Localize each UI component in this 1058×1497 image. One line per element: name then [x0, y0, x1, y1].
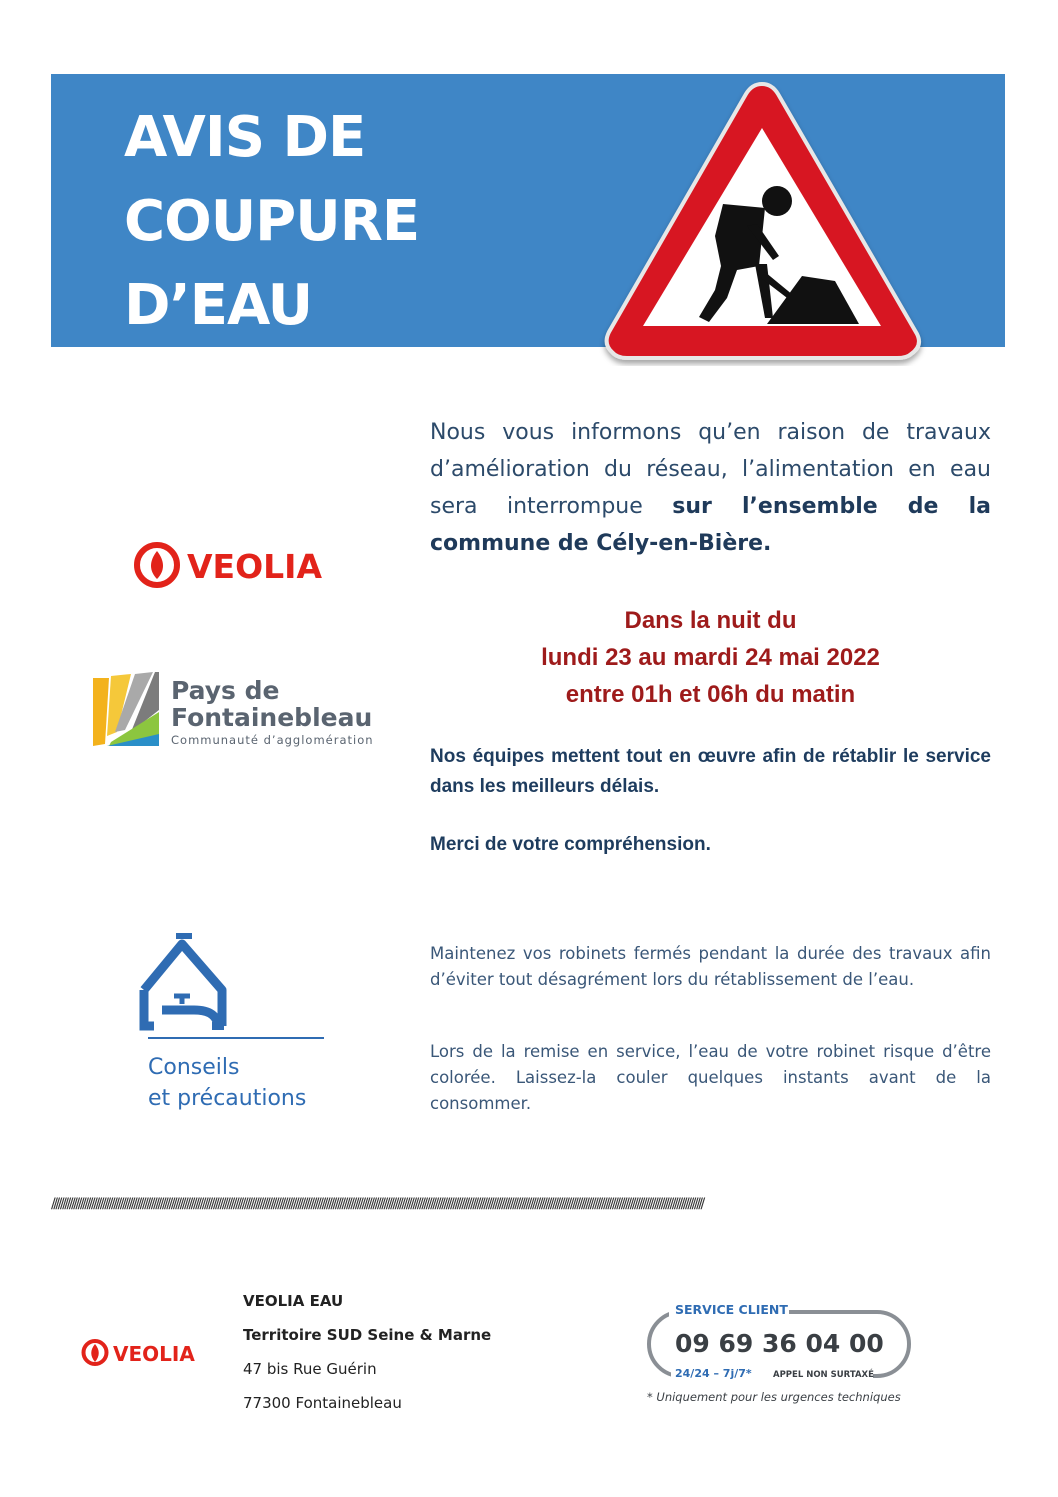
service-client-label: SERVICE CLIENT — [675, 1302, 788, 1317]
veolia-logo — [132, 537, 337, 593]
title-line-1: AVIS DE — [124, 105, 366, 170]
company-name: VEOLIA EAU — [243, 1292, 344, 1310]
intro-text: Nous vous informons qu’en raison de travaux d’amélioration du réseau, l’alimentation en eau sera interrompue — [430, 420, 991, 519]
advice-paragraph-2: Lors de la remise en service, l’eau de votre robinet risque d’être colorée. Laissez-la couler quelques instants avant de la consommer. — [430, 1042, 991, 1113]
outage-schedule — [430, 602, 991, 713]
schedule-line-3: entre 01h et 06h du matin — [565, 681, 856, 708]
intro-location: sur l’ensemble de la commune de Cély-en-Bière. — [430, 494, 991, 556]
schedule-line-1: Dans la nuit du — [624, 607, 797, 634]
footer-address — [243, 1284, 543, 1420]
service-client-hours: 24/24 – 7j/7* — [675, 1367, 752, 1380]
service-client-note: * Uniquement pour les urgences techniques — [647, 1390, 901, 1404]
page-title — [124, 96, 544, 348]
service-client-no-surcharge: APPEL NON SURTAXÉ — [773, 1370, 874, 1380]
advice-paragraph-1: Maintenez vos robinets fermés pendant la durée des travaux afin d’éviter tout désagrément lors du rétablissement de l’eau. — [430, 944, 991, 989]
fontainebleau-line-1: Pays de — [171, 676, 280, 705]
separator: ////////////////////////////////////////////////////////////////////////////////////////////////////////////////////////////////////////////////////////////////////////////////////////////////////////////////////////////////////////////////////////////////////////////////////////////////////// — [51, 1196, 703, 1212]
pays-de-fontainebleau-logo — [91, 670, 391, 752]
territory: Territoire SUD Seine & Marne — [243, 1326, 492, 1344]
schedule-line-2: lundi 23 au mardi 24 mai 2022 — [541, 644, 880, 671]
conseils-precautions-logo — [136, 930, 336, 1120]
thanks-message: Merci de votre compréhension. — [430, 834, 711, 855]
conseils-line-2: et précautions — [148, 1086, 307, 1111]
roadwork-warning-sign-icon — [597, 76, 927, 366]
city-address: 77300 Fontainebleau — [243, 1394, 402, 1412]
intro-paragraph — [430, 414, 991, 562]
veolia-logo-text: VEOLIA — [187, 547, 322, 586]
footer-veolia-logo — [81, 1335, 201, 1370]
street-address: 47 bis Rue Guérin — [243, 1360, 377, 1378]
service-client-phone: 09 69 36 04 00 — [675, 1329, 884, 1358]
footer-veolia-text: VEOLIA — [113, 1342, 195, 1366]
fontainebleau-line-2: Fontainebleau — [171, 703, 373, 732]
team-message: Nos équipes mettent tout en œuvre afin de rétablir le service dans les meilleurs délais. — [430, 746, 991, 797]
title-line-2: COUPURE — [124, 189, 420, 254]
conseils-line-1: Conseils — [148, 1055, 240, 1080]
service-client-badge — [645, 1298, 915, 1410]
fontainebleau-subtitle: Communauté d’agglomération — [171, 733, 374, 747]
title-line-3: D’EAU — [124, 273, 313, 338]
